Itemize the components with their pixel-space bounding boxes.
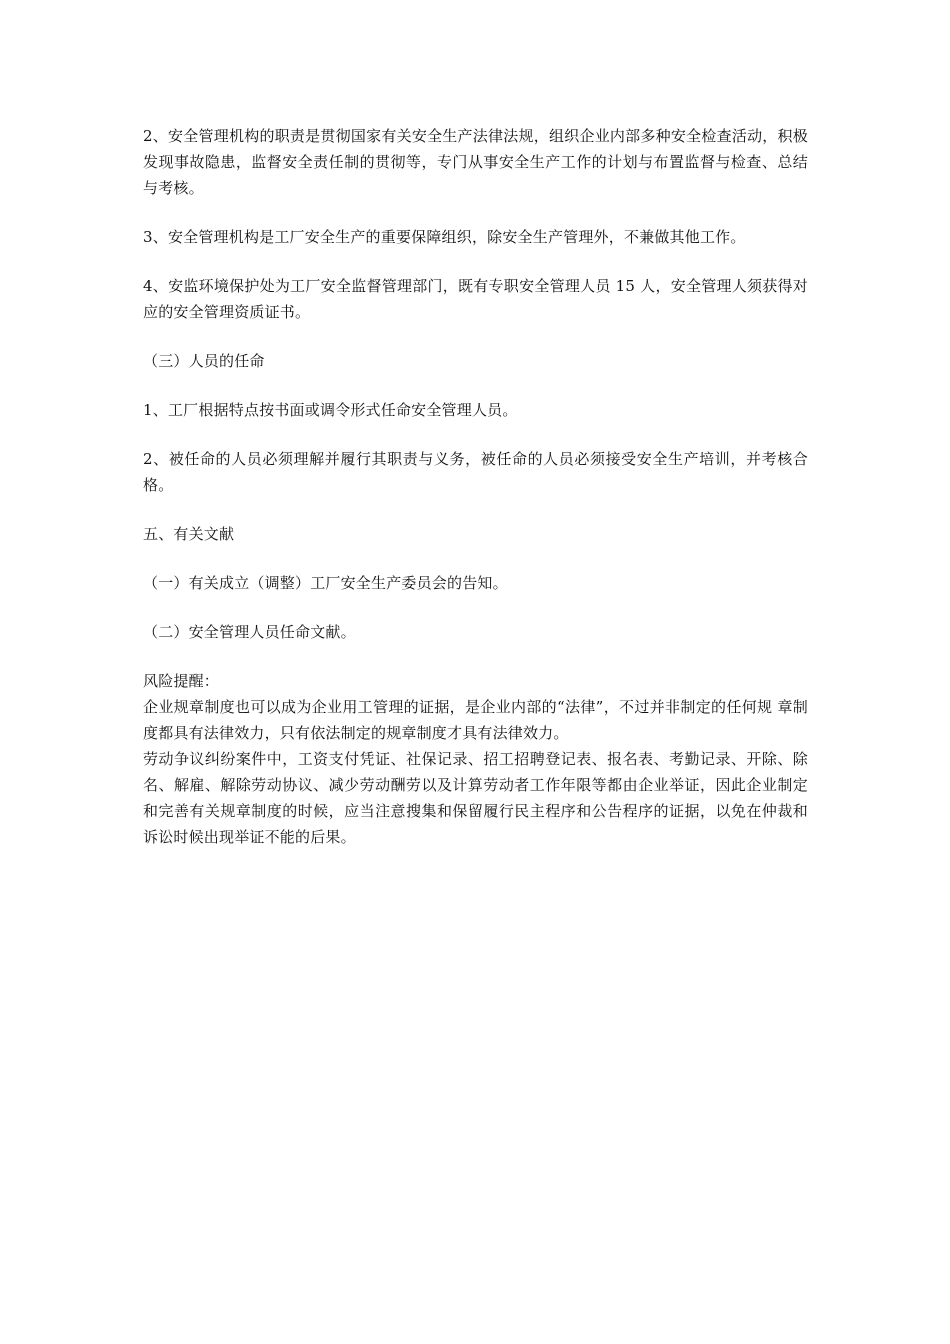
risk-reminder-heading: 风险提醒： (143, 672, 220, 690)
paragraph-duty: 2、安全管理机构的职责是贯彻国家有关安全生产法律法规，组织企业内部多种安全检查活动，积极发现事故隐患，监督安全责任制的贯彻等，专门从事安全生产工作的计划与布置监督与检查、总结与考核。 (143, 127, 808, 197)
paragraph-supervision-dept: 4、安监环境保护处为工厂安全监督管理部门，既有专职安全管理人员 15 人，安全管理人须获得对应的安全管理资质证书。 (143, 277, 808, 321)
document-body (143, 123, 808, 850)
document-item-appointment: （二）安全管理人员任命文献。 (143, 623, 356, 641)
risk-reminder (143, 668, 808, 850)
risk-reminder-rules: 企业规章制度也可以成为企业用工管理的证据，是企业内部的“法律”，不过并非制定的任何规 章制度都具有法律效力，只有依法制定的规章制度才具有法律效力。 (143, 698, 808, 742)
document-item-committee-notice: （一）有关成立（调整）工厂安全生产委员会的告知。 (143, 574, 508, 592)
risk-reminder-evidence: 劳动争议纠纷案件中，工资支付凭证、社保记录、招工招聘登记表、报名表、考勤记录、开除、除名、解雇、解除劳动协议、减少劳动酬劳以及计算劳动者工作年限等都由企业举证，因此企业制定和完善有关规章制度的时候，应当注意搜集和保留履行民主程序和公告程序的证据，以免在仲裁和诉讼时候出现举证不能的后果。 (143, 750, 808, 846)
section-heading-documents: 五、有关文献 (143, 525, 235, 543)
paragraph-organization: 3、安全管理机构是工厂安全生产的重要保障组织，除安全生产管理外，不兼做其他工作。 (143, 228, 746, 246)
paragraph-appointee-duty: 2、被任命的人员必须理解并履行其职责与义务，被任命的人员必须接受安全生产培训，并考核合格。 (143, 450, 808, 494)
section-heading-appointment: （三）人员的任命 (143, 352, 265, 370)
paragraph-appointment-form: 1、工厂根据特点按书面或调令形式任命安全管理人员。 (143, 401, 518, 419)
